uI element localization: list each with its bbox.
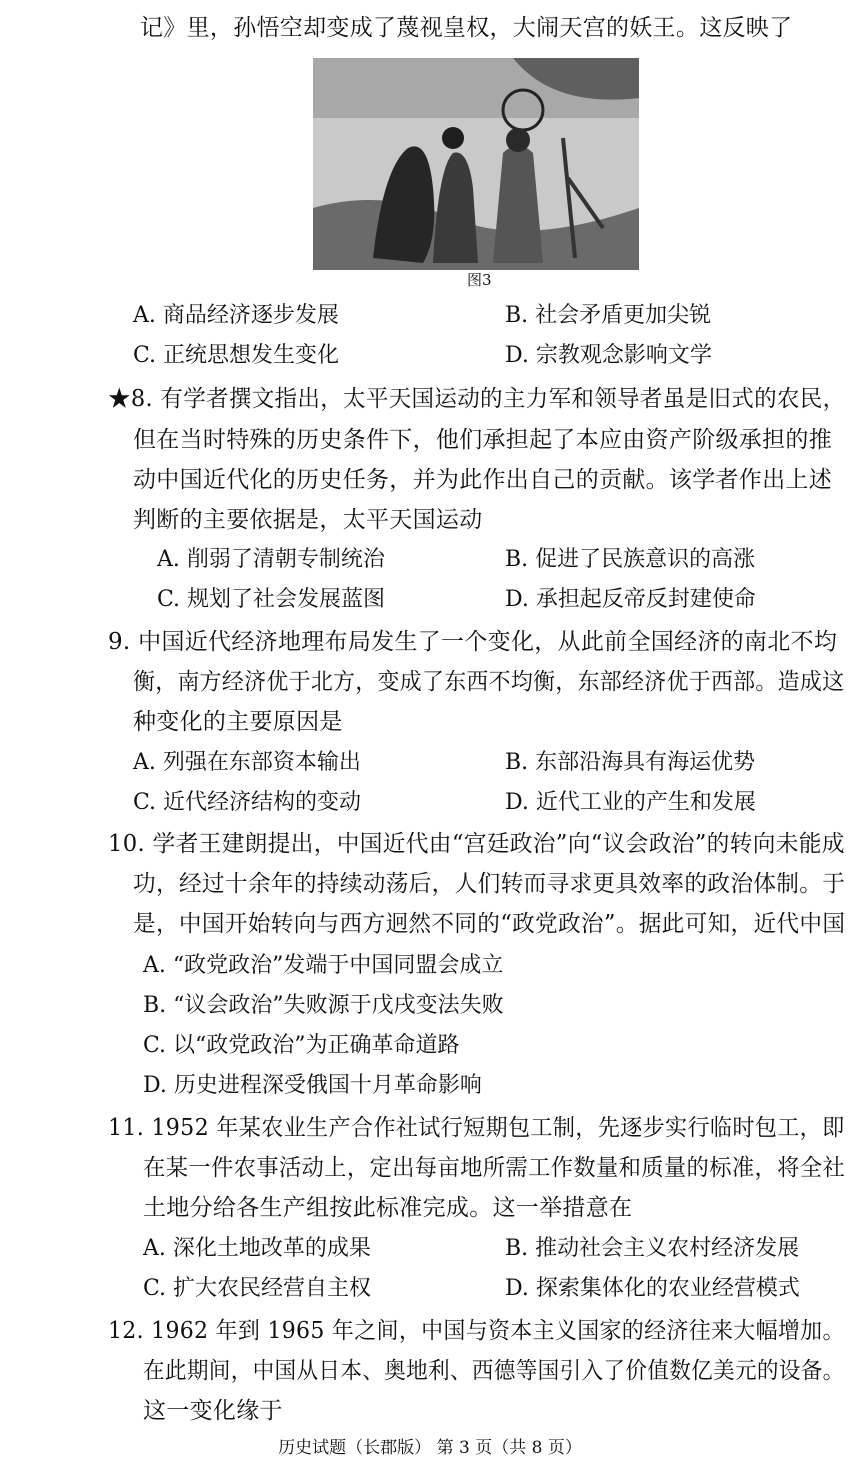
q11-option-d: D. 探索集体化的农业经营模式 [505,1276,800,1301]
q8-line-2: 但在当时特殊的历史条件下，他们承担起了本应由资产阶级承担的推 [133,427,832,453]
figure-caption: 图3 [467,271,492,289]
q9-option-c: C. 近代经济结构的变动 [133,790,362,815]
q10-option-d: D. 历史进程深受俄国十月革命影响 [143,1073,482,1098]
q10-option-c: C. 以“政党政治”为正确革命道路 [143,1033,460,1058]
q7-option-b: B. 社会矛盾更加尖锐 [505,303,712,328]
q9-option-d: D. 近代工业的产生和发展 [505,790,756,815]
q9-option-b: B. 东部沿海具有海运优势 [505,750,756,775]
q10-line-2: 功，经过十余年的持续动荡后，人们转而寻求更具效率的政治体制。于 [133,871,846,897]
q12-line-1: 12. 1962 年到 1965 年之间，中国与资本主义国家的经济往来大幅增加。 [108,1318,845,1344]
q10-option-a: A. “政党政治”发端于中国同盟会成立 [143,953,504,978]
q9-line-2: 衡，南方经济优于北方，变成了东西不均衡，东部经济优于西部。造成这 [133,669,845,695]
q9-line-3: 种变化的主要原因是 [133,709,343,735]
q8-line-1: ★8. 有学者撰文指出，太平天国运动的主力军和领导者虽是旧式的农民， [108,386,846,412]
q7-option-d: D. 宗教观念影响文学 [505,343,712,368]
q10-line-1: 10. 学者王建朗提出，中国近代由“宫廷政治”向“议会政治”的转向未能成 [108,831,845,857]
top-line: 记》里，孙悟空却变成了蔑视皇权，大闹天宫的妖王。这反映了 [140,15,793,41]
q12-line-3: 这一变化缘于 [143,1398,283,1424]
figure-3-illustration [313,58,639,270]
q11-line-1: 11. 1952 年某农业生产合作社试行短期包工制，先逐步实行临时包工，即 [108,1115,845,1141]
q9-option-a: A. 列强在东部资本输出 [133,750,361,775]
q8-option-d: D. 承担起反帝反封建使命 [505,587,756,612]
q7-option-c: C. 正统思想发生变化 [133,343,340,368]
q11-line-2: 在某一件农事活动上，定出每亩地所需工作数量和质量的标准，将全社 [143,1155,846,1181]
q10-line-3: 是，中国开始转向与西方迥然不同的“政党政治”。据此可知，近代中国 [133,911,846,937]
page-footer: 历史试题（长郡版） 第 3 页（共 8 页） [278,1438,582,1458]
q8-line-4: 判断的主要依据是，太平天国运动 [133,507,483,533]
q8-option-c: C. 规划了社会发展蓝图 [157,587,386,612]
q11-line-3: 土地分给各生产组按此标准完成。这一举措意在 [143,1195,633,1221]
q8-option-a: A. 削弱了清朝专制统治 [157,547,385,572]
q11-option-a: A. 深化土地改革的成果 [143,1236,371,1261]
q8-option-b: B. 促进了民族意识的高涨 [505,547,756,572]
q9-line-1: 9. 中国近代经济地理布局发生了一个变化，从此前全国经济的南北不均 [108,629,838,655]
q10-option-b: B. “议会政治”失败源于戊戌变法失败 [143,993,504,1018]
q8-line-3: 动中国近代化的历史任务，并为此作出自己的贡献。该学者作出上述 [133,467,832,493]
q12-line-2: 在此期间，中国从日本、奥地利、西德等国引入了价值数亿美元的设备。 [143,1358,845,1384]
q7-option-a: A. 商品经济逐步发展 [133,303,339,328]
q11-option-b: B. 推动社会主义农村经济发展 [505,1236,800,1261]
q11-option-c: C. 扩大农民经营自主权 [143,1276,372,1301]
